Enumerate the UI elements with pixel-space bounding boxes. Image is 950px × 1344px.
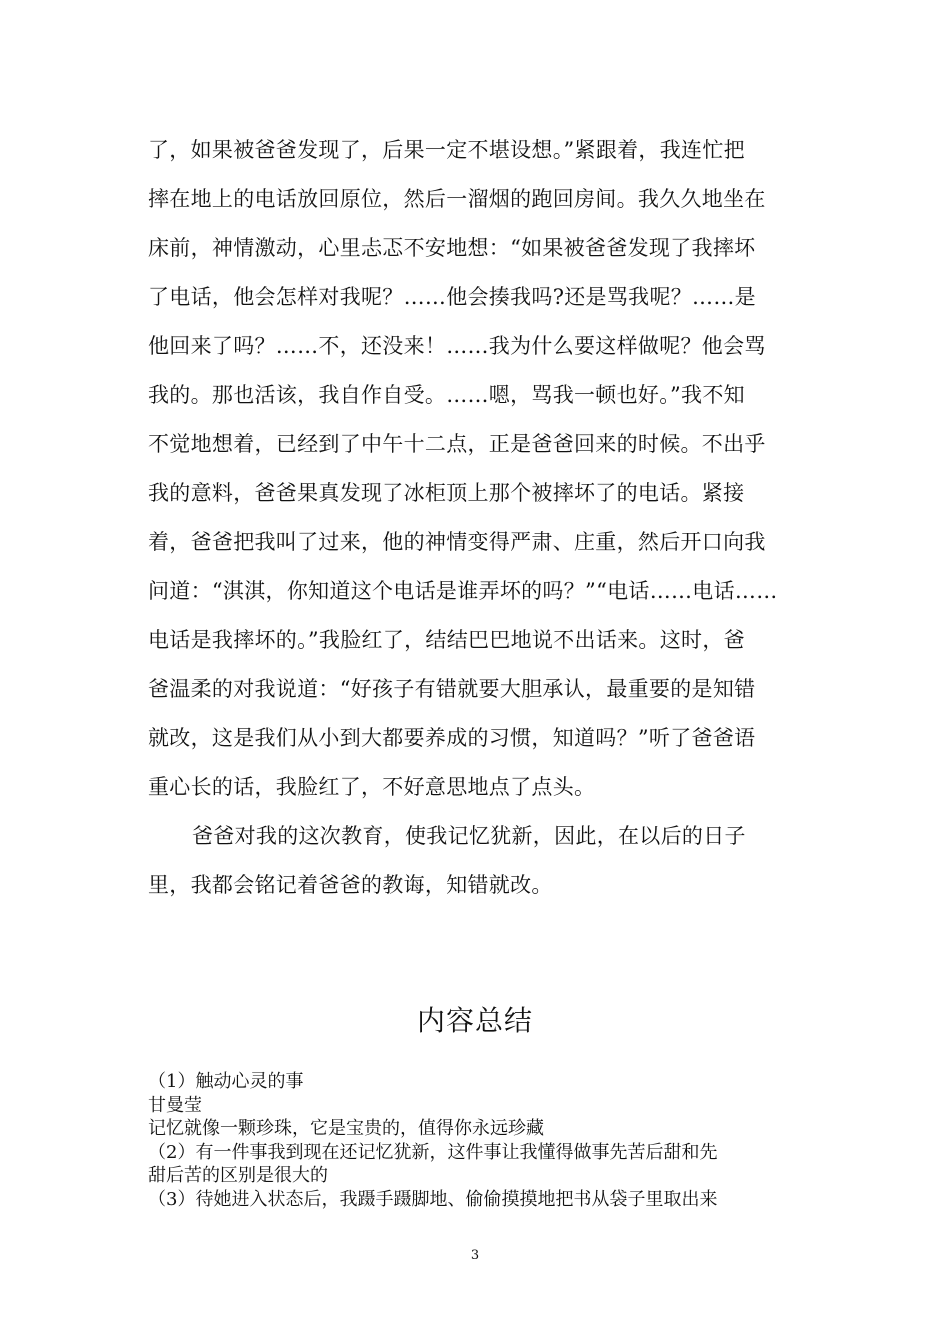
- summary-line: 甜后苦的区别是很大的: [148, 1165, 328, 1186]
- summary-list: [148, 1070, 828, 1211]
- body-line: 他回来了吗？……不，还没来！……我为什么要这样做呢？他会骂: [148, 334, 766, 358]
- page-number: 3: [470, 1248, 480, 1263]
- body-line: 问道：“淇淇，你知道这个电话是谁弄坏的吗？”“电话……电话……: [148, 579, 778, 603]
- body-line-paragraph-start: 爸爸对我的这次教育，使我记忆犹新，因此，在以后的日子: [192, 824, 746, 848]
- body-line: 了，如果被爸爸发现了，后果一定不堪设想。”紧跟着，我连忙把: [148, 138, 745, 162]
- body-line: 了电话，他会怎样对我呢？……他会揍我吗?还是骂我呢？……是: [148, 285, 756, 309]
- body-line: 里，我都会铭记着爸爸的教诲，知错就改。: [148, 873, 553, 897]
- summary-line: （3）待她进入状态后，我蹑手蹑脚地、偷偷摸摸地把书从袋子里取出来: [148, 1188, 718, 1210]
- summary-line: 记忆就像一颗珍珠，它是宝贵的，值得你永远珍藏: [148, 1118, 544, 1139]
- body-line: 重心长的话，我脸红了，不好意思地点了点头。: [148, 775, 596, 799]
- body-line: 摔在地上的电话放回原位，然后一溜烟的跑回房间。我久久地坐在: [148, 187, 766, 211]
- body-line: 我的。那也活该，我自作自受。……嗯，骂我一顿也好。”我不知: [148, 383, 745, 407]
- body-line: 就改，这是我们从小到大都要养成的习惯，知道吗？”听了爸爸语: [148, 726, 756, 750]
- body-line: 爸温柔的对我说道：“好孩子有错就要大胆承认，最重要的是知错: [148, 677, 756, 701]
- story-body: [148, 126, 818, 910]
- body-line: 床前，神情激动，心里忐忑不安地想：“如果被爸爸发现了我摔坏: [148, 236, 756, 260]
- summary-line: 甘曼莹: [148, 1094, 202, 1116]
- body-line: 不觉地想着，已经到了中午十二点，正是爸爸回来的时候。不出乎: [148, 432, 766, 456]
- summary-heading: 内容总结: [416, 1004, 533, 1037]
- summary-line: （1）触动心灵的事: [148, 1071, 304, 1092]
- body-line: 电话是我摔坏的。”我脸红了，结结巴巴地说不出话来。这时，爸: [148, 628, 745, 652]
- body-line: 着，爸爸把我叫了过来，他的神情变得严肃、庄重，然后开口向我: [148, 530, 766, 554]
- summary-line: （2）有一件事我到现在还记忆犹新，这件事让我懂得做事先苦后甜和先: [148, 1141, 718, 1163]
- body-line: 我的意料，爸爸果真发现了冰柜顶上那个被摔坏了的电话。紧接: [148, 481, 745, 505]
